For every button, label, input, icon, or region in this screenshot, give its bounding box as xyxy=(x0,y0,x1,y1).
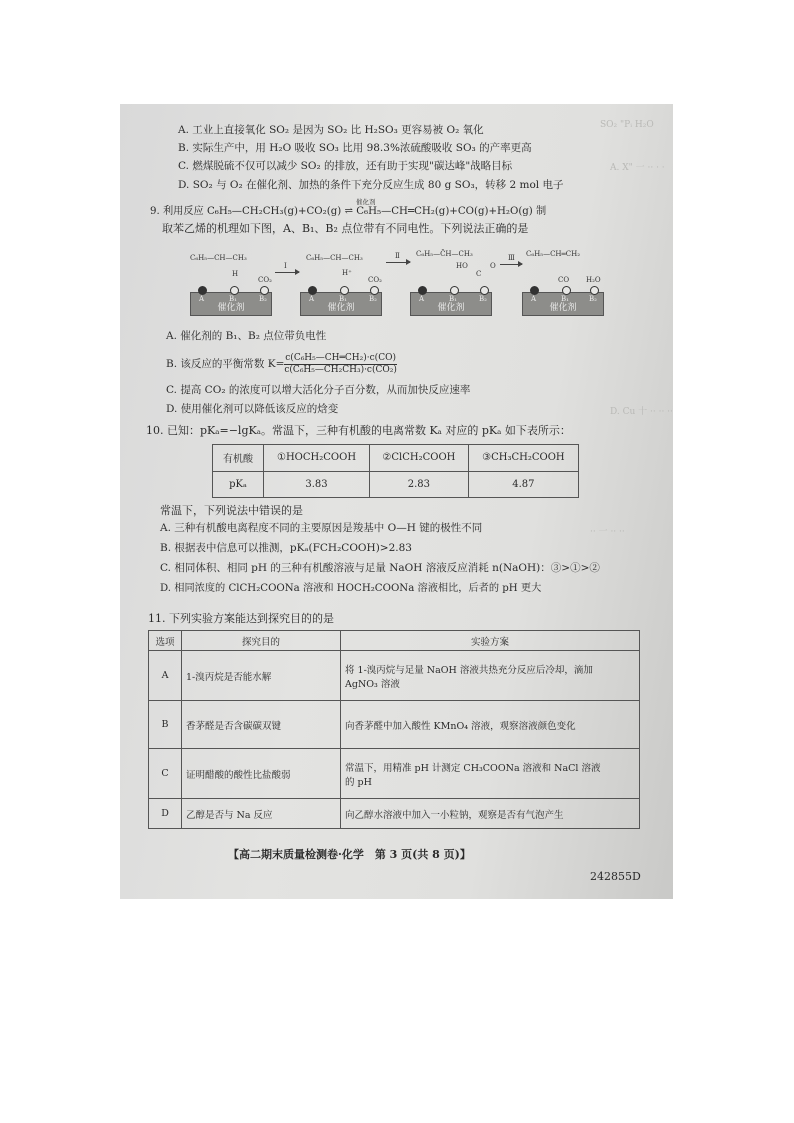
fraction-numerator: c(C₆H₅—CH═CH₂)·c(CO) xyxy=(285,352,396,363)
experiment-table-head: 选项 xyxy=(149,631,182,651)
panel4-molecule: C₆H₅—CH═CH₂ xyxy=(526,250,581,258)
site-a-atom xyxy=(308,286,317,295)
site-b2-atom xyxy=(260,286,269,295)
catalyst-block: 催化剂 xyxy=(190,292,272,316)
step3-arrow xyxy=(500,264,522,265)
experiment-goal: 1-溴丙烷是否能水解 xyxy=(182,651,341,701)
site-b2-label: B₂ xyxy=(369,295,377,303)
site-b2-label: B₂ xyxy=(259,295,267,303)
paper-code: 242855D xyxy=(590,870,641,883)
panel4-h2o: H₂O xyxy=(586,276,601,284)
q8-option-b: B. 实际生产中，用 H₂O 吸收 SO₃ 比用 98.3%浓硫酸吸收 SO₃ 的产率更高 xyxy=(178,142,532,154)
site-a-atom xyxy=(198,286,207,295)
q8-option-d: D. SO₂ 与 O₂ 在催化剂、加热的条件下充分反应生成 80 g SO₃，转移 2 mol 电子 xyxy=(178,179,564,191)
q9-option-c: C. 提高 CO₂ 的浓度可以增大活化分子百分数，从而加快反应速率 xyxy=(166,384,471,396)
site-b2-label: B₂ xyxy=(479,295,487,303)
plan-line: AgNO₃ 溶液 xyxy=(345,678,400,690)
site-b1-atom xyxy=(562,286,571,295)
experiment-option: B xyxy=(149,701,182,749)
catalyst-block: 催化剂 xyxy=(522,292,604,316)
experiment-plan xyxy=(341,749,640,799)
site-b2-atom xyxy=(480,286,489,295)
q9-stem-line1: 9. 利用反应 C₆H₅—CH₂CH₃(g)+CO₂(g) ⇌ C₆H₅—CH═CH₂(g)+CO(g)+H₂O(g) 制 xyxy=(150,206,547,217)
experiment-plan: 向乙醇水溶液中加入一小粒钠，观察是否有气泡产生 xyxy=(341,799,640,829)
plan-line: 常温下，用精准 pH 计测定 CH₃COONa 溶液和 NaCl 溶液 xyxy=(345,762,601,774)
panel2-h: H⁺ xyxy=(342,269,352,277)
bleed-through-text: SO₂ "Pᵢ H₂O xyxy=(600,120,654,130)
site-b1-label: B₁ xyxy=(339,295,347,303)
site-b2-atom xyxy=(590,286,599,295)
panel2-molecule: C₆H₅—CH—CH₃ xyxy=(306,254,363,262)
experiment-goal: 香茅醛是否含碳碳双键 xyxy=(182,701,341,749)
q8-option-c: C. 燃煤脱硫不仅可以减少 SO₂ 的排放，还有助于实现"碳达峰"战略目标 xyxy=(178,160,513,172)
experiment-option: A xyxy=(149,651,182,701)
experiment-table-head: 实验方案 xyxy=(341,631,640,651)
q11-stem: 11. 下列实验方案能达到探究目的的是 xyxy=(148,612,334,625)
q9-option-a: A. 催化剂的 B₁、B₂ 点位带负电性 xyxy=(166,330,327,342)
pka-table-cell: 3.83 xyxy=(264,471,370,498)
panel3-c: C xyxy=(476,270,482,278)
site-b1-label: B₁ xyxy=(449,295,457,303)
q8-option-a: A. 工业上直接氧化 SO₂ 是因为 SO₂ 比 H₂SO₃ 更容易被 O₂ 氧化 xyxy=(178,124,484,136)
plan-line: 的 pH xyxy=(345,776,372,788)
experiment-option: C xyxy=(149,749,182,799)
pka-table-cell: pKₐ xyxy=(213,471,264,498)
fraction-denominator: c(C₆H₅—CH₂CH₃)·c(CO₂) xyxy=(284,364,397,375)
pka-table xyxy=(212,444,579,498)
bleed-through-text: D. Cu 十 ·· ·· ·· xyxy=(610,407,673,417)
experiment-plan: 向香茅醛中加入酸性 KMnO₄ 溶液，观察溶液颜色变化 xyxy=(341,701,640,749)
catalyst-block: 催化剂 xyxy=(300,292,382,316)
panel3-o: O xyxy=(490,262,496,270)
experiment-goal: 证明醋酸的酸性比盐酸弱 xyxy=(182,749,341,799)
page-footer: 【高二期末质量检测卷·化学 第 3 页(共 8 页)】 xyxy=(228,848,471,861)
panel2-co2: CO₂ xyxy=(368,276,382,284)
pka-table-head: ③CH₃CH₂COOH xyxy=(468,445,578,472)
pka-table-cell: 2.83 xyxy=(370,471,469,498)
bleed-through-text: A. X" 一 ·· · · xyxy=(610,163,665,173)
q10-option-c: C. 相同体积、相同 pH 的三种有机酸溶液与足量 NaOH 溶液反应消耗 n(NaOH)：③>①>② xyxy=(160,562,600,574)
q10-option-b: B. 根据表中信息可以推测，pKₐ(FCH₂COOH)>2.83 xyxy=(160,542,412,554)
panel1-molecule: C₆H₅—CH—CH₃ xyxy=(190,254,247,262)
bleed-through-text: ·· 一 ·· ·· xyxy=(590,527,625,537)
site-a-atom xyxy=(530,286,539,295)
q9-condition: 催化剂 xyxy=(356,198,376,206)
pka-table-head: ①HOCH₂COOH xyxy=(264,445,370,472)
site-a-label: A xyxy=(309,295,315,303)
site-b1-atom xyxy=(450,286,459,295)
panel1-h: H xyxy=(232,270,239,278)
pka-table-head: 有机酸 xyxy=(213,445,264,472)
step1-label: Ⅰ xyxy=(284,262,287,270)
q10-option-d: D. 相同浓度的 ClCH₂COONa 溶液和 HOCH₂COONa 溶液相比，后者的 pH 更大 xyxy=(160,583,542,594)
step1-arrow xyxy=(275,272,299,273)
site-b2-atom xyxy=(370,286,379,295)
pka-table-cell: 4.87 xyxy=(468,471,578,498)
site-b2-label: B₂ xyxy=(589,295,597,303)
q10-stem: 10. 已知：pKₐ=−lgKₐ。常温下，三种有机酸的电离常数 Kₐ 对应的 pKₐ 如下表所示： xyxy=(146,424,571,437)
equilibrium-fraction xyxy=(284,353,397,376)
experiment-table-head: 探究目的 xyxy=(182,631,341,651)
site-a-atom xyxy=(418,286,427,295)
plan-line: 将 1-溴丙烷与足量 NaOH 溶液共热充分反应后冷却，滴加 xyxy=(345,664,593,676)
site-b1-atom xyxy=(340,286,349,295)
panel4-co: CO xyxy=(558,276,570,284)
pka-table-head: ②ClCH₂COOH xyxy=(370,445,469,472)
panel1-co2: CO₂ xyxy=(258,276,272,284)
site-b1-label: B₁ xyxy=(561,295,569,303)
q9-option-b-prefix: B. 该反应的平衡常数 K= xyxy=(166,358,285,370)
step3-label: Ⅲ xyxy=(508,254,515,262)
q9-option-d: D. 使用催化剂可以降低该反应的焓变 xyxy=(166,403,339,415)
experiment-table xyxy=(148,630,640,829)
catalyst-block: 催化剂 xyxy=(410,292,492,316)
q9-stem-line2: 取苯乙烯的机理如下图，A、B₁、B₂ 点位带有不同电性。下列说法正确的是 xyxy=(162,222,529,235)
step2-label: Ⅱ xyxy=(395,252,400,260)
experiment-goal: 乙醇是否与 Na 反应 xyxy=(182,799,341,829)
q10-lead: 常温下，下列说法中错误的是 xyxy=(160,504,303,517)
site-b1-atom xyxy=(230,286,239,295)
q10-option-a: A. 三种有机酸电离程度不同的主要原因是羧基中 O—H 键的极性不同 xyxy=(160,522,483,534)
site-b1-label: B₁ xyxy=(229,295,237,303)
step2-arrow xyxy=(386,262,410,263)
experiment-option: D xyxy=(149,799,182,829)
panel3-ho: HO xyxy=(456,262,468,270)
experiment-plan xyxy=(341,651,640,701)
q9-option-b xyxy=(166,351,397,377)
site-a-label: A xyxy=(419,295,425,303)
site-a-label: A xyxy=(199,295,205,303)
site-a-label: A xyxy=(531,295,537,303)
photographed-page xyxy=(120,104,673,899)
panel3-molecule: C₆H₅—C̄H—CH₃ xyxy=(416,250,473,258)
